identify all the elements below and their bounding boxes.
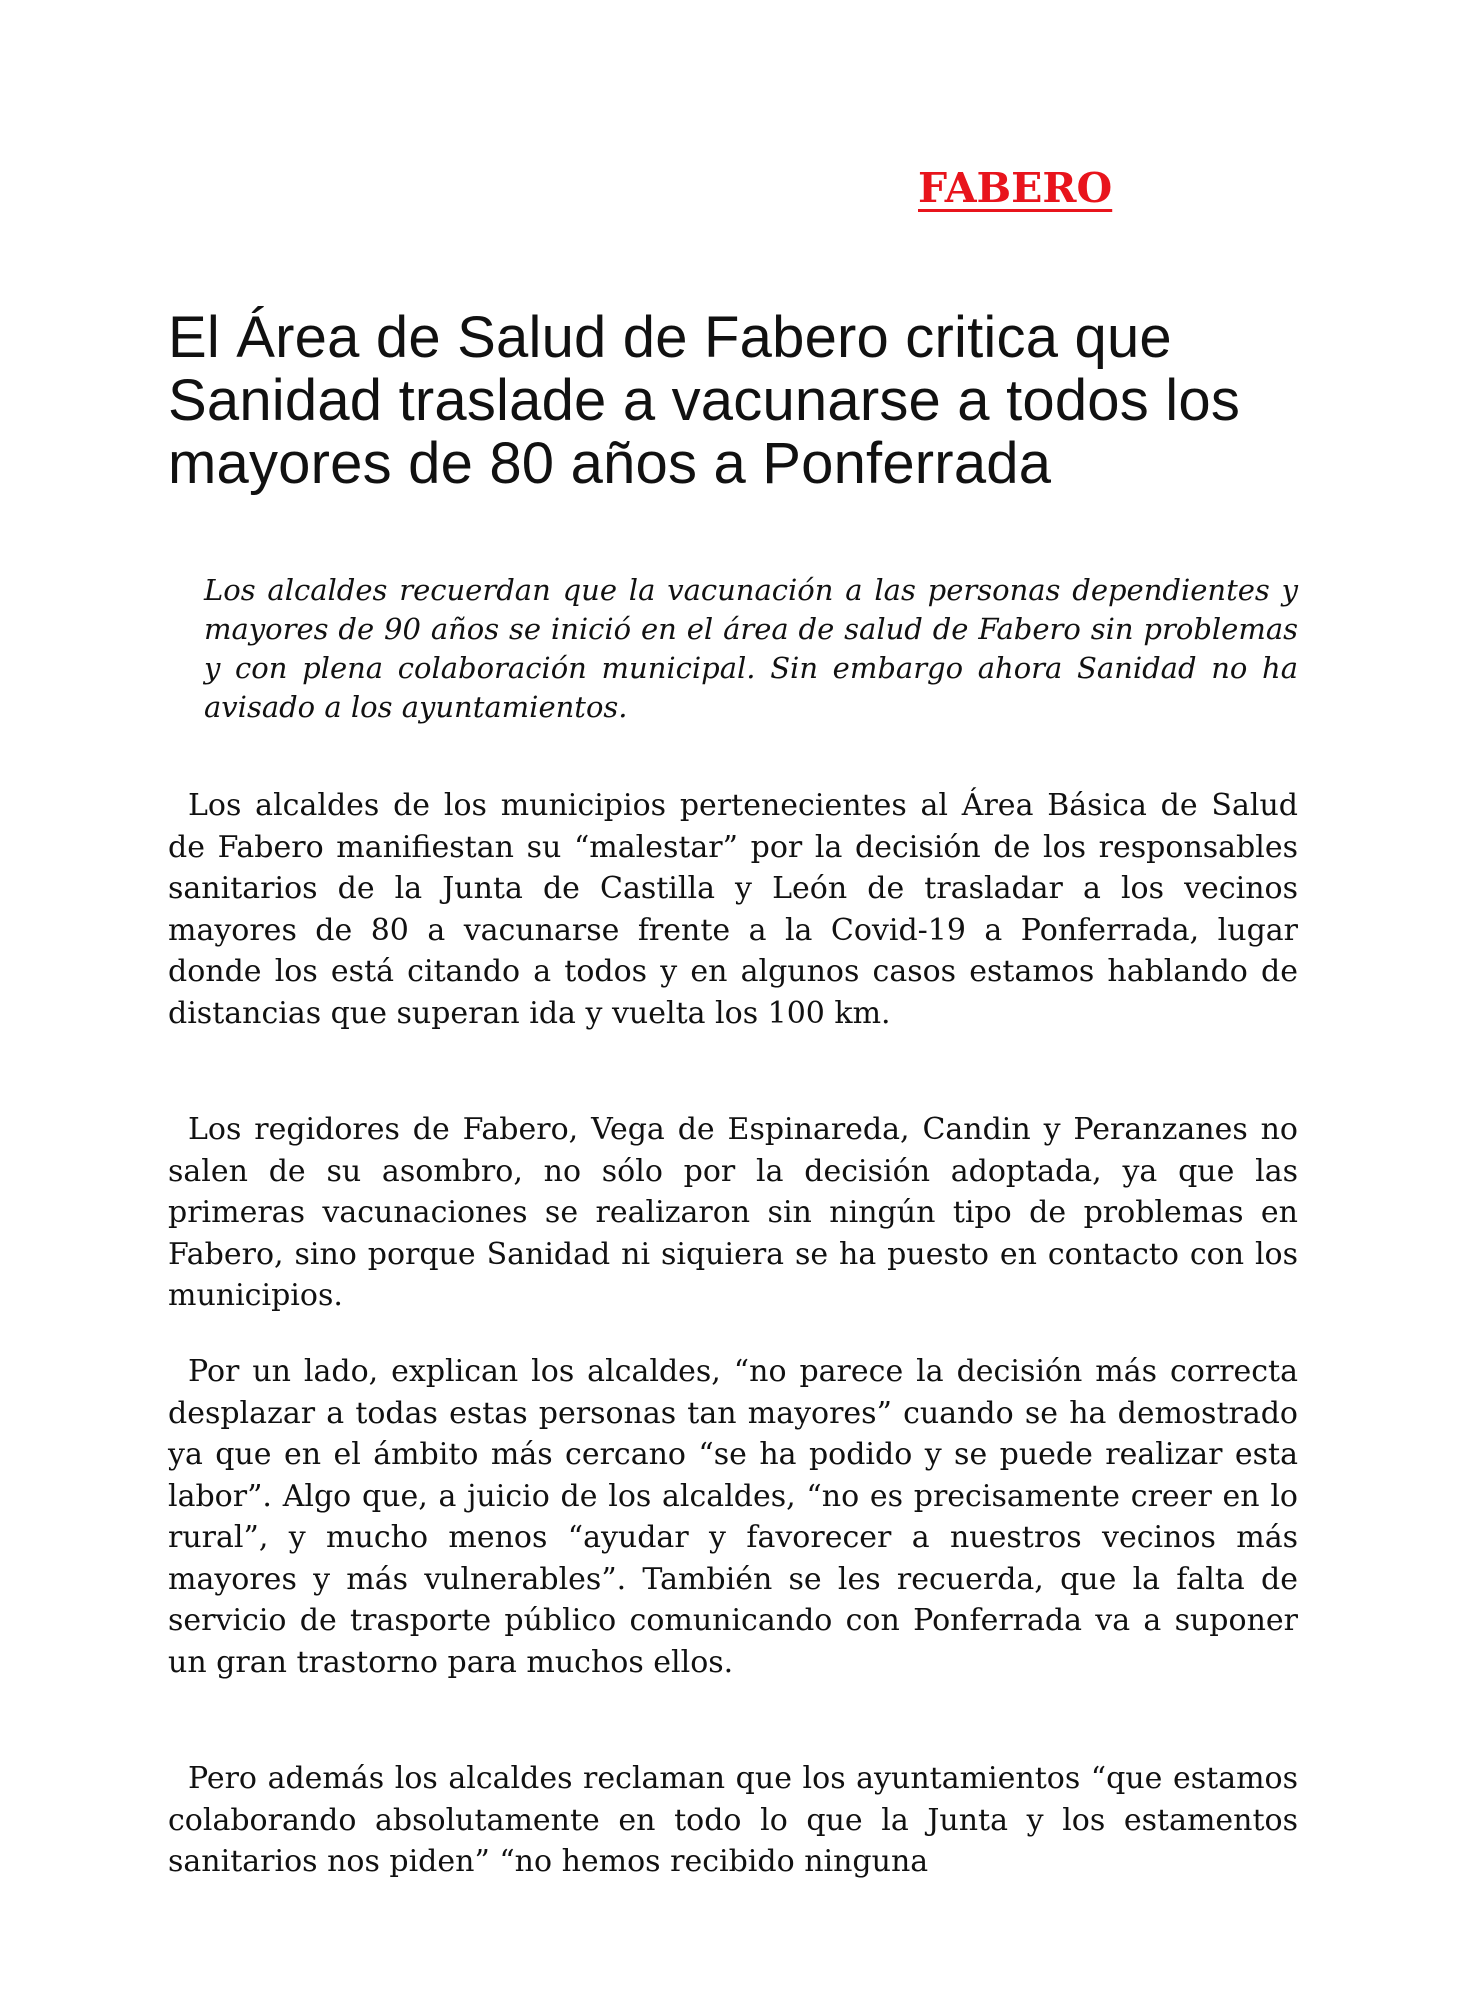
body-paragraph-1: Los alcaldes de los municipios pertenecientes al Área Básica de Salud de Fabero manifiestan su “malestar” por la decisión de los responsables sanitarios de la Junta de Castilla y León de trasladar a los vecinos mayores de 80 a vacunarse frente a la Covid-19 a Ponferrada, lugar donde los está citando a todos y en algunos casos estamos hablando de distancias que superan ida y vuelta los 100 km. — [168, 788, 1298, 1031]
body-paragraph-2: Los regidores de Fabero, Vega de Espinareda, Candin y Peranzanes no salen de su asombro, no sólo por la decisión adoptada, ya que las primeras vacunaciones se realizaron sin ningún tipo de problemas en Fabero, sino porque Sanidad ni siquiera se ha puesto en contacto con los municipios. — [168, 1112, 1298, 1313]
body-paragraph-4: Pero además los alcaldes reclaman que los ayuntamientos “que estamos colaborando absolutamente en todo lo que la Junta y los estamentos sanitarios nos piden” “no hemos recibido ninguna — [168, 1761, 1298, 1879]
section-tag: FABERO — [918, 164, 1113, 212]
body-paragraph-3: Por un lado, explican los alcaldes, “no parece la decisión más correcta desplazar a todas estas personas tan mayores” cuando se ha demostrado ya que en el ámbito más cercano “se ha podido y se puede realizar esta labor”. Algo que, a juicio de los alcaldes, “no es precisamente creer en lo rural”, y mucho menos “ayudar y favorecer a nuestros vecinos más mayores y más vulnerables”. También se les recuerda, que la falta de servicio de trasporte público comunicando con Ponferrada va a suponer un gran trastorno para muchos ellos. — [168, 1354, 1298, 1680]
standfirst: Los alcaldes recuerdan que la vacunación a las personas dependientes y mayores de 90 años se inició en el área de salud de Fabero sin problemas y con plena colaboración municipal. Sin embargo ahora Sanidad no ha avisado a los ayuntamientos. — [204, 573, 1298, 724]
headline: El Área de Salud de Fabero critica que Sanidad traslade a vacunarse a todos los mayores de 80 años a Ponferrada — [168, 305, 1241, 496]
